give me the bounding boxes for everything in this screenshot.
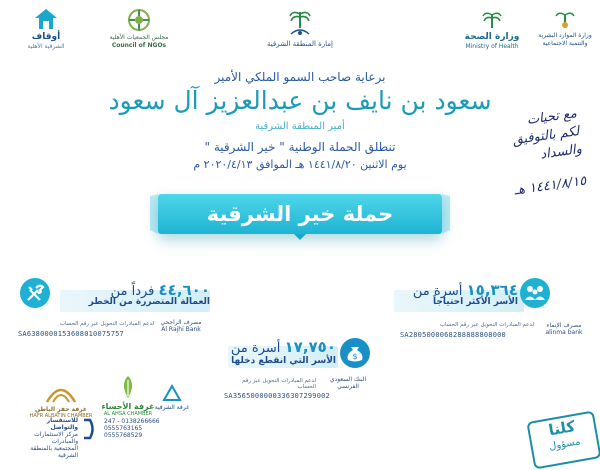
prince-title: أمير المنطقة الشرقية: [255, 121, 345, 132]
ngo-council-name-ar: مجلس الجمعيات الأهلية: [109, 34, 169, 41]
rajhi-bank-en: Al Rajhi Bank: [161, 326, 201, 333]
prince-name: سعود بن نايف بن عبدالعزيز آل سعود: [108, 86, 492, 115]
chamber-arch-icon: [44, 380, 78, 404]
ministry-hr-logo: [532, 8, 598, 48]
ahsa-en: AL AHSA CHAMBER: [103, 411, 153, 417]
ahsa-chamber-logo: [100, 374, 156, 418]
sharqia-emblem-icon: [162, 384, 182, 402]
ngo-council-logo: [106, 8, 172, 50]
left-card-note: لدعم المبادرات التحويل عبر رقم الحساب: [59, 321, 154, 327]
ministry-health-ar: وزارة الصحة: [464, 32, 520, 42]
note-line-2: لكم بالتوفيق: [511, 123, 581, 149]
family-group-icon: [520, 278, 550, 308]
phone-list: [104, 418, 160, 439]
campaign-banner: حملة خير الشرقية: [158, 194, 442, 234]
ngo-council-name-en: Council of NGOs: [111, 42, 167, 49]
phone-1: 247 - 0138266666: [104, 418, 160, 425]
rajhi-bank-ar: مصرف الراجحي: [160, 319, 202, 326]
money-bag-icon: [340, 338, 370, 368]
tools-icon: [20, 278, 50, 308]
note-line-3: والسداد: [539, 141, 583, 163]
right-account-number: SA2805000068288888808000: [400, 331, 506, 339]
phone-3: 0555768529: [104, 432, 143, 439]
ministry-health-logo: [462, 8, 522, 51]
middle-number: ١٧,٧٥٠: [284, 338, 336, 356]
alinma-bank-en: alinma bank: [545, 329, 583, 336]
baten-ar: غرفة حفر الباطن: [34, 406, 87, 413]
awqaf-subtitle: الشرقية الأهلية: [27, 43, 65, 50]
sharqia-ar: غرفة الشرقية: [154, 404, 190, 411]
right-number: ١٥,٣٦٤: [466, 281, 518, 299]
emirate-logo: [264, 8, 336, 48]
left-card-caption: العمالة المتضررة من الخطر: [88, 297, 210, 307]
awqaf-title: أوقاف: [31, 32, 61, 42]
awqaf-logo: [16, 8, 76, 51]
alinma-bank-ar: مصرف الإنماء: [546, 322, 582, 329]
middle-card-number: [220, 338, 336, 356]
note-date: ١٤٤١/٨/١٥ هـ: [513, 173, 588, 199]
hafr-albatin-chamber-logo: [28, 380, 94, 420]
palm-emblem-icon: [481, 8, 503, 30]
ahsa-ar: غرفة الأحساء: [101, 402, 155, 411]
baten-en: HAFR ALBATIN CHAMBER: [29, 413, 93, 419]
ministry-health-en: Ministry of Health: [465, 43, 519, 50]
middle-card-caption: الأسر التي انقطع دخلها: [231, 356, 336, 366]
right-card-caption: الأسر الأكثر احتياجاً: [433, 297, 518, 307]
emirate-name: إمارة المنطقة الشرقية: [267, 40, 333, 48]
note-line-1: مع تحيات: [525, 106, 578, 129]
contact-title: للاستفسار والتواصل: [46, 417, 78, 431]
middle-card-note: لدعم المبادرات التحويل عبر رقم الحساب: [242, 378, 316, 390]
right-unit: أسرة من: [412, 284, 463, 299]
svg-text:$: $: [352, 352, 358, 361]
contact-center: مركز الاستثمارات والمبادرات: [34, 431, 78, 445]
sharqia-chamber-logo: [152, 384, 192, 411]
investment-center-logo-icon: [82, 418, 96, 440]
saudi-french-bank-logo: البنك السعودي الفرنسي: [329, 376, 367, 390]
contact-center2: المجتمعية بالمنطقة الشرقية: [30, 445, 78, 459]
ngo-council-emblem-icon: [127, 8, 151, 32]
right-card-note: لدعم المبادرات التحويل عبر رقم الحساب: [439, 322, 534, 328]
ahsa-leaf-icon: [116, 374, 140, 400]
rajhi-bank-logo: [158, 319, 204, 333]
kulluna-line2: مسؤول: [548, 436, 582, 453]
ministry-hr-line1: وزارة الموارد البشرية: [538, 32, 592, 39]
alinma-bank-logo: [536, 322, 592, 336]
launch-line: تنطلق الحملة الوطنية " خير الشرقية ": [204, 140, 396, 154]
patron-intro: برعاية صاحب السمو الملكي الأمير: [214, 70, 386, 84]
ministry-hr-emblem-icon: [554, 8, 576, 30]
left-unit: فرداً من: [110, 284, 155, 299]
contact-block: [22, 417, 78, 459]
kulluna-line1: كلنا: [547, 417, 577, 440]
phone-2: 0555763165: [104, 425, 143, 432]
kulluna-masool-logo: [526, 410, 600, 469]
palm-swords-emblem-icon: [287, 8, 313, 38]
ministry-hr-line2: والتنمية الاجتماعية: [542, 40, 588, 47]
middle-account-number: SA3565000000336307299002: [224, 392, 330, 400]
left-account-number: SA6380000153608010075757: [18, 330, 124, 338]
awqaf-emblem-icon: [33, 8, 59, 30]
middle-unit: أسرة من: [230, 341, 281, 356]
date-line: يوم الاثنين ١٤٤١/٨/٢٠ هـ الموافق ٢٠٢٠/٤/١٣ م: [193, 158, 407, 171]
left-number: ٤٤,٦٠٠: [158, 281, 210, 299]
